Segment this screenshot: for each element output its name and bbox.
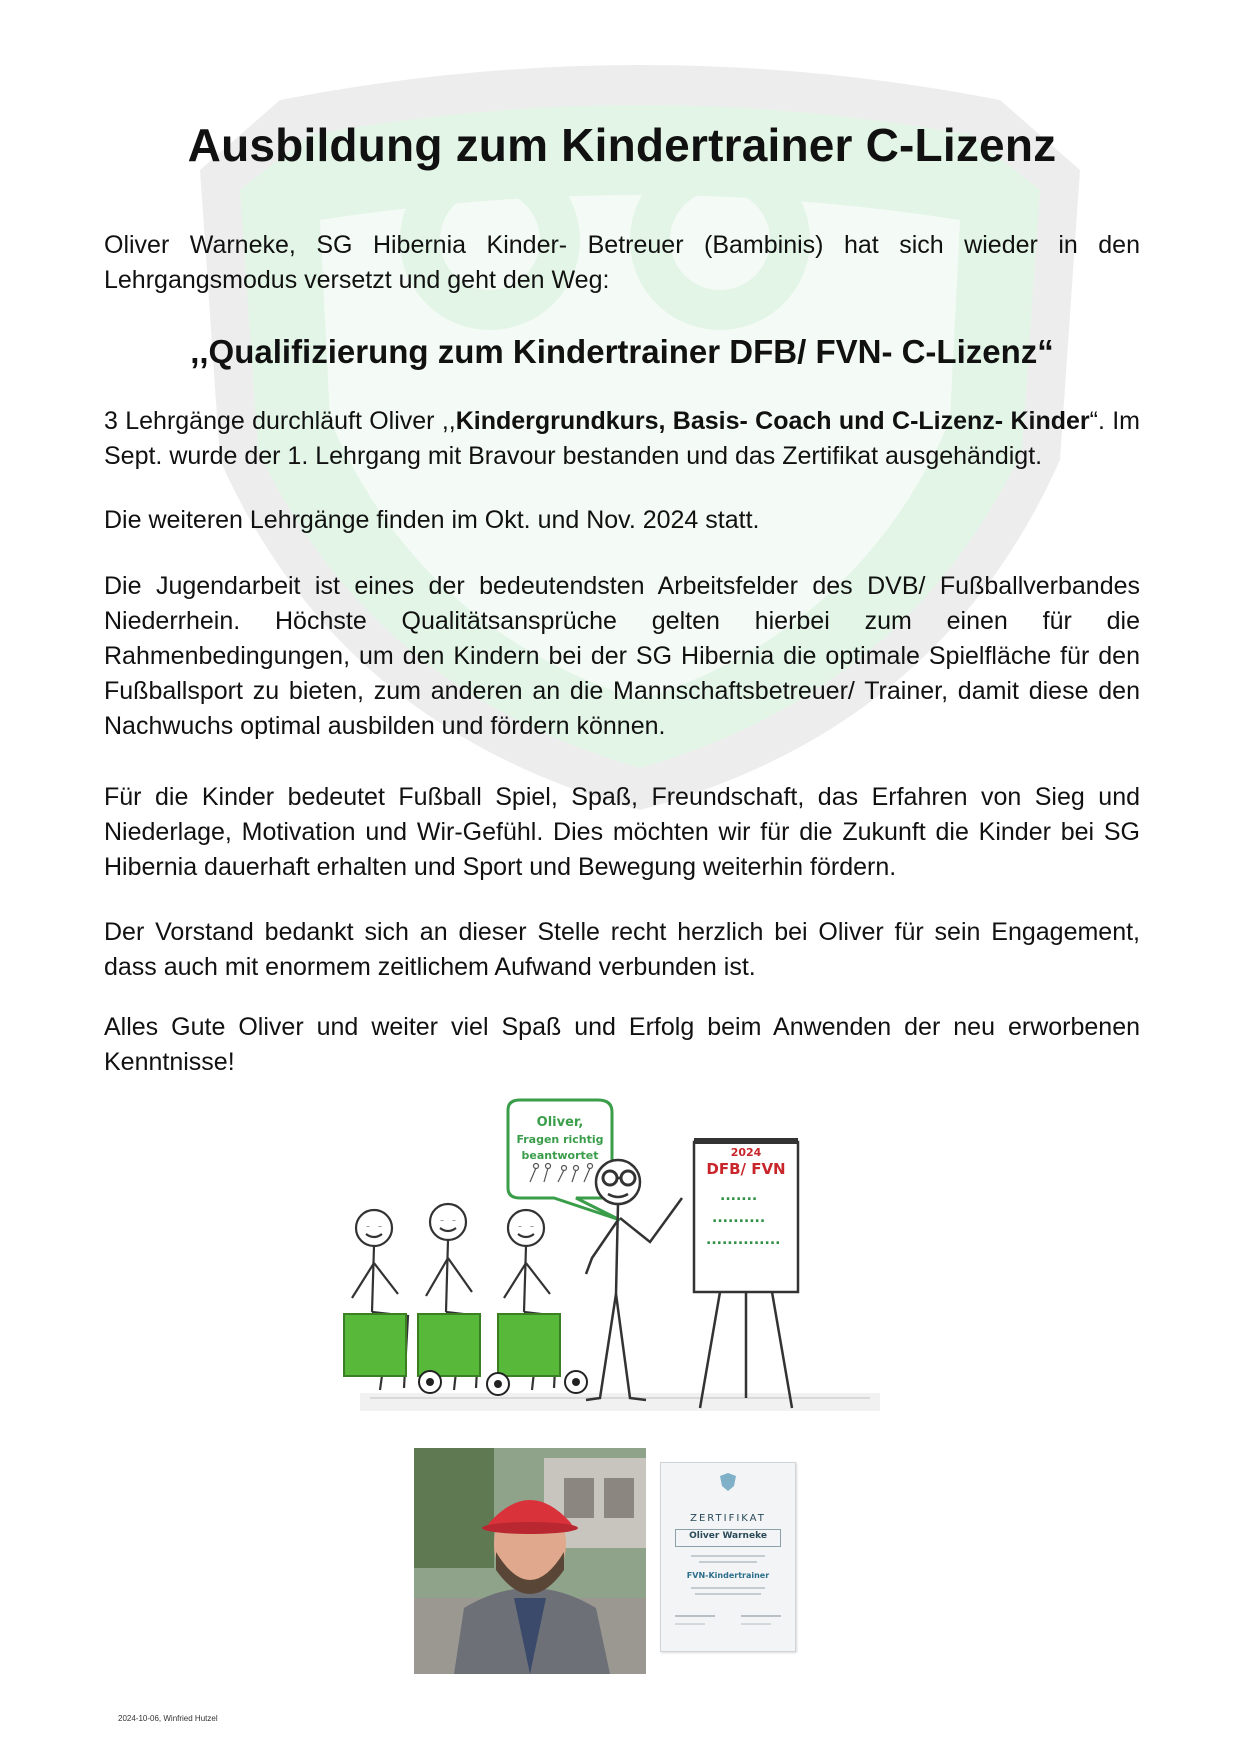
certificate-name: Oliver Warneke bbox=[689, 1531, 767, 1541]
certificate-image bbox=[660, 1462, 796, 1652]
paragraph-thanks: Der Vorstand bedankt sich an dieser Stelle recht herzlich bei Oliver für sein Engagement, dass auch mit enormem zeitlichem Aufwand verbunden ist. bbox=[104, 918, 1140, 981]
intro-paragraph: Oliver Warneke, SG Hibernia Kinder- Betreuer (Bambinis) hat sich wieder in den Lehrgangsmodus versetzt und geht den Weg: bbox=[104, 231, 1140, 294]
fvn-logo-icon bbox=[717, 1471, 739, 1493]
green-seat-cubes bbox=[344, 1314, 560, 1376]
speech-line-1: Oliver, bbox=[536, 1115, 584, 1130]
courses-prefix: 3 Lehrgänge durchläuft Oliver ,, bbox=[104, 407, 456, 435]
trainer-figure bbox=[586, 1160, 682, 1400]
certificate-course: FVN-Kindertrainer bbox=[686, 1571, 770, 1580]
paragraph-children: Für die Kinder bedeutet Fußball Spiel, Spaß, Freundschaft, das Erfahren von Sieg und Niederlage, Motivation und Wir-Gefühl. Dies möchten wir für die Zukunft die Kinder bei SG Hibernia dauerhaft erhalten und Sport und Bewegung weiterhin fördern. bbox=[104, 783, 1140, 881]
paragraph-courses bbox=[104, 404, 1140, 474]
training-illustration bbox=[330, 1098, 890, 1438]
flipchart-dots-3: .............. bbox=[706, 1232, 781, 1248]
flipchart-dots-1: ....... bbox=[720, 1188, 758, 1204]
flipchart-year: 2024 bbox=[730, 1146, 762, 1159]
paragraph-wishes: Alles Gute Oliver und weiter viel Spaß und Erfolg beim Anwenden der neu erworbenen Kenntnisse! bbox=[104, 1013, 1140, 1076]
flipchart-title: DFB/ FVN bbox=[706, 1160, 786, 1178]
courses-bold: Kindergrundkurs, Basis- Coach und C-Lizenz- Kinder bbox=[455, 407, 1090, 435]
footer-credit: 2024-10-06, Winfried Hutzel bbox=[118, 1714, 218, 1723]
flipchart-dots-2: .......... bbox=[712, 1210, 766, 1226]
paragraph-youth-work: Die Jugendarbeit ist eines der bedeutendsten Arbeitsfelder des DVB/ Fußballverbandes Niederrhein. Höchste Qualitätsansprüche gelten hierbei zum einen für die Rahmenbedingungen, um den Kindern bei der SG Hibernia die optimale Spielfläche für den Fußballsport zu bieten, zum anderen an die Mannschaftsbetreuer/ Trainer, damit diese den Nachwuchs optimal ausbilden und fördern können. bbox=[104, 572, 1140, 740]
certificate-heading: ZERTIFIKAT bbox=[690, 1513, 766, 1524]
speech-line-3: beantwortet bbox=[521, 1149, 599, 1162]
speech-line-2: Fragen richtig bbox=[516, 1133, 604, 1146]
document-title: Ausbildung zum Kindertrainer C-Lizenz bbox=[187, 119, 1057, 171]
photo-oliver bbox=[414, 1448, 646, 1674]
flipchart bbox=[694, 1138, 798, 1408]
paragraph-further-courses: Die weiteren Lehrgänge finden im Okt. und Nov. 2024 statt. bbox=[104, 506, 760, 534]
courses-suffix: “. Im Sept. wurde der 1. Lehrgang mit Bravour bestanden und das Zertifikat ausgehändigt. bbox=[104, 407, 1140, 470]
subtitle: ,,Qualifizierung zum Kindertrainer DFB/ FVN- C-Lizenz“ bbox=[190, 333, 1054, 370]
